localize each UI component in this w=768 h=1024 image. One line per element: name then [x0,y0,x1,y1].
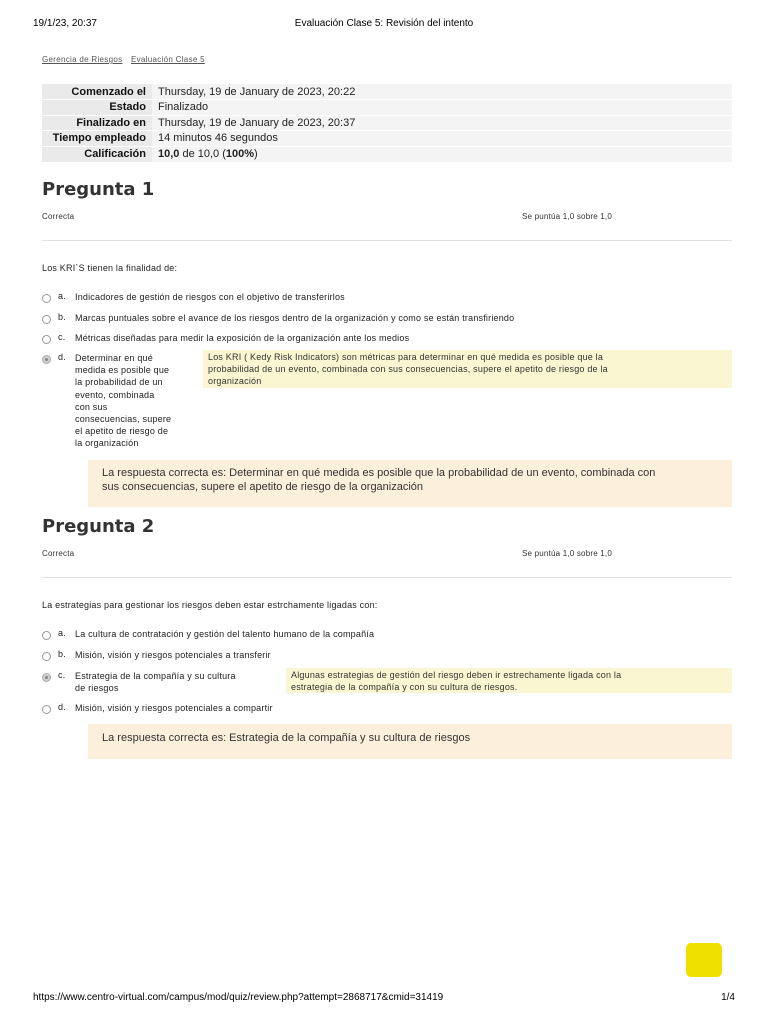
breadcrumb-quiz-link[interactable]: Evaluación Clase 5 [130,55,205,64]
option-text: Misión, visión y riesgos potenciales a transferir [75,650,271,660]
answer-line: La respuesta correcta es: Determinar en qué medida es posible que la probabilidad de un evento, combinada con [102,467,656,479]
radio-button[interactable] [42,315,51,324]
option-letter: b. [58,312,66,322]
option-text-line: consecuencias, supere [75,414,172,425]
radio-button[interactable] [42,652,51,661]
option-letter: d. [58,352,66,362]
answer-line: La respuesta correcta es: Estrategia de la compañía y su cultura de riesgos [102,732,471,744]
question-1-right-answer [88,460,732,507]
radio-button-selected[interactable] [42,673,51,682]
option-letter: d. [58,702,66,712]
question-1-title: Pregunta 1 [42,179,155,200]
option-text-line: de riesgos [75,683,119,694]
summary-value: 14 minutos 46 segundos [152,131,732,147]
option-text [75,670,236,694]
option-text: Marcas puntuales sobre el avance de los riesgos dentro de la organización y como se están transfiriendo [75,313,515,323]
question-2-state: Correcta [42,549,75,558]
option-letter: b. [58,649,66,659]
summary-row-state [42,100,732,116]
divider [42,577,732,578]
radio-button[interactable] [42,705,51,714]
feedback-line: probabilidad de un evento, combinada con sus consecuencias, supere el apetito de riesgo de la [208,364,608,375]
attempt-summary-table [42,84,732,162]
summary-label: Estado [42,100,152,116]
option-text-line: la organización [75,438,139,449]
option-text-line: evento, combinada [75,389,155,400]
question-2-right-answer [88,724,732,759]
print-date: 19/1/23, 20:37 [33,18,97,29]
question-2-grade: Se puntúa 1,0 sobre 1,0 [522,549,612,558]
question-1-feedback [203,350,732,388]
summary-value: Thursday, 19 de January de 2023, 20:37 [152,115,732,131]
summary-row-started [42,84,732,100]
breadcrumb-course-link[interactable]: Gerencia de Riesgos [42,55,123,64]
feedback-line: organización [208,376,262,387]
option-text [75,352,171,450]
option-text: Indicadores de gestión de riesgos con el objetivo de transferirlos [75,292,345,302]
summary-label: Finalizado en [42,115,152,131]
summary-row-time [42,131,732,147]
summary-value: Thursday, 19 de January de 2023, 20:22 [152,84,732,100]
radio-button[interactable] [42,335,51,344]
summary-label: Calificación [42,146,152,162]
grade-end: ) [254,148,258,160]
question-2-title: Pregunta 2 [42,516,155,537]
summary-row-grade [42,146,732,162]
answer-line: sus consecuencias, supere el apetito de riesgo de la organización [102,480,424,493]
option-text-line: con sus [75,401,108,412]
breadcrumb [42,55,211,64]
divider [42,240,732,241]
option-letter: a. [58,291,66,301]
feedback-line: estrategia de la compañía y con su cultura de riesgos. [291,682,518,693]
option-text: La cultura de contratación y gestión del talento humano de la compañía [75,629,375,639]
question-1-grade: Se puntúa 1,0 sobre 1,0 [522,212,612,221]
question-1-text: Los KRI´S tienen la finalidad de: [42,263,178,273]
radio-button-selected[interactable] [42,355,51,364]
question-1-state: Correcta [42,212,75,221]
page-number: 1/4 [721,992,735,1003]
summary-row-finished [42,115,732,131]
question-2-text: La estrategias para gestionar los riesgos deben estar estrchamente ligadas con: [42,600,378,610]
question-2-feedback [286,668,732,693]
option-text-line: Estrategia de la compañía y su cultura [75,671,236,681]
summary-label: Tiempo empleado [42,131,152,147]
feedback-line: Los KRI ( Kedy Risk Indicators) son métricas para determinar en qué medida es posible que la [208,352,604,362]
radio-button[interactable] [42,631,51,640]
floating-action-button[interactable] [686,943,722,977]
summary-label: Comenzado el [42,84,152,100]
feedback-line: Algunas estrategias de gestión del riesgo deben ir estrechamente ligada con la [291,670,622,680]
option-letter: c. [58,332,66,342]
option-text-line: la probabilidad de un [75,377,163,388]
print-title: Evaluación Clase 5: Revisión del intento [294,18,474,29]
option-text-line: el apetito de riesgo de [75,426,169,437]
grade-percent: 100% [225,148,255,160]
summary-value: Finalizado [152,100,732,116]
summary-value [152,146,732,162]
option-letter: c. [58,670,66,680]
grade-score: 10,0 [158,148,180,160]
grade-mid: de 10,0 ( [179,148,226,160]
print-url: https://www.centro-virtual.com/campus/mod/quiz/review.php?attempt=2868717&cmid=31419 [33,992,444,1003]
option-text: Misión, visión y riesgos potenciales a compartir [75,703,273,713]
option-text: Métricas diseñadas para medir la exposición de la organización ante los medios [75,333,410,343]
radio-button[interactable] [42,294,51,303]
option-text-line: medida es posible que [75,365,170,376]
print-header [33,18,735,32]
option-text-line: Determinar en qué [75,353,153,363]
option-letter: a. [58,628,66,638]
